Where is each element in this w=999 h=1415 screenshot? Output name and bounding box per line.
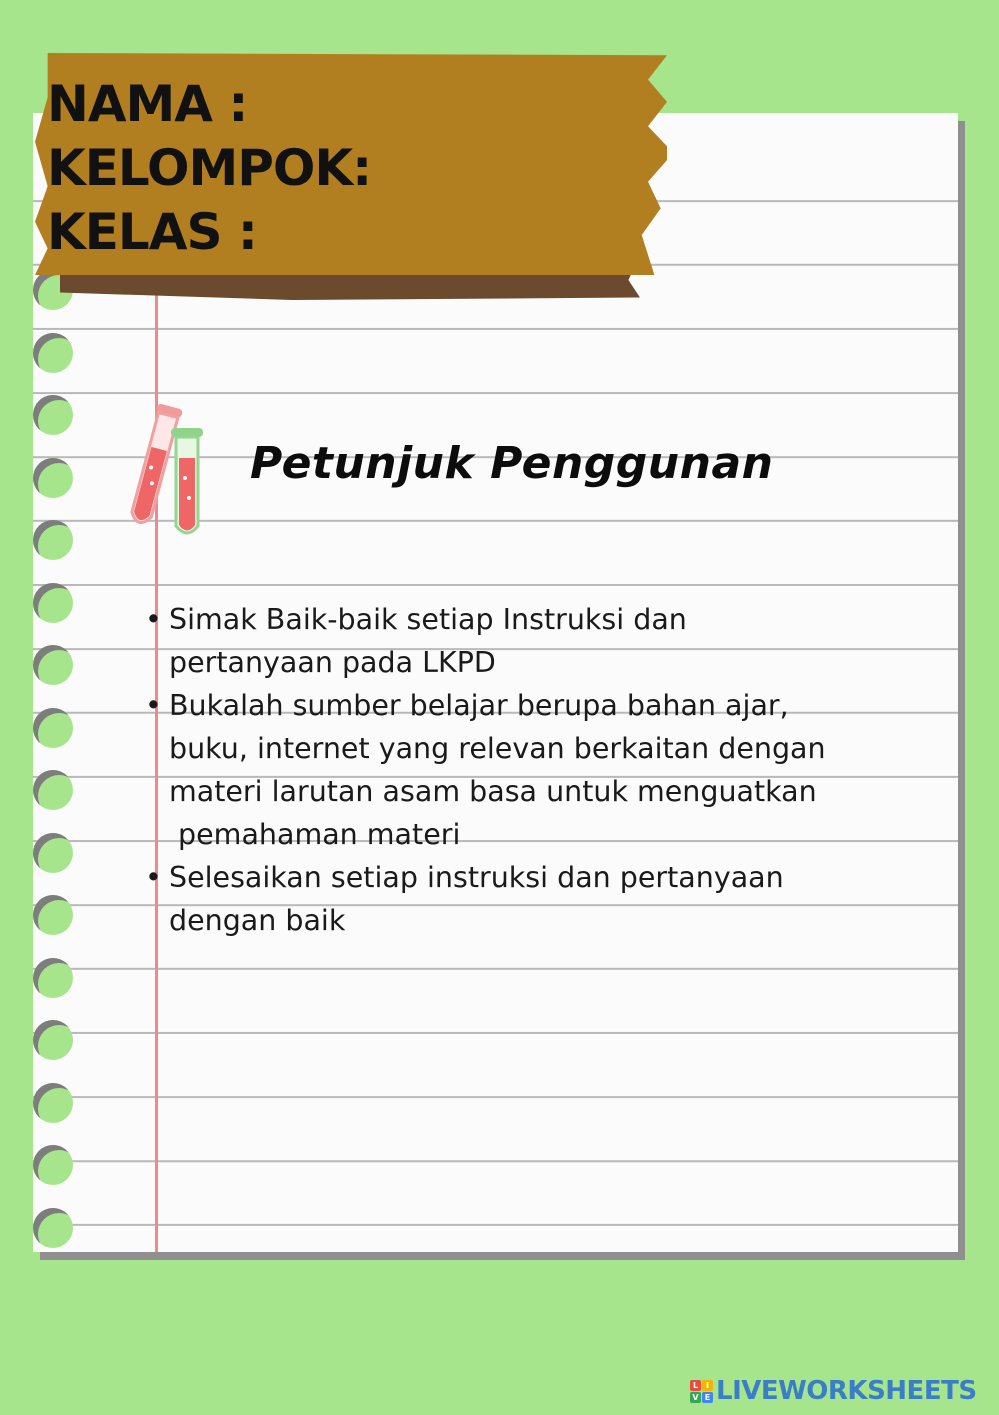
mark-letter: I — [702, 1380, 713, 1391]
page-heading: Petunjuk Penggunan — [250, 438, 774, 489]
list-item-line: pemahaman materi — [169, 818, 461, 851]
list-item — [145, 684, 945, 856]
binder-hole — [33, 1208, 73, 1248]
binder-hole — [33, 770, 73, 810]
list-item-line: • Bukalah sumber belajar berupa bahan ajar, — [169, 689, 789, 722]
liveworksheets-logo — [690, 1376, 977, 1406]
list-item — [145, 598, 945, 684]
class-label: KELAS : — [47, 203, 257, 261]
binder-hole — [33, 708, 73, 748]
binder-hole — [33, 645, 73, 685]
watermark-text: LIVEWORKSHEETS — [716, 1376, 977, 1406]
binder-hole — [33, 395, 73, 435]
binder-hole — [33, 1145, 73, 1185]
binder-hole — [33, 458, 73, 498]
liveworksheets-mark-icon — [690, 1380, 713, 1403]
list-item-line: • Simak Baik-baik setiap Instruksi dan — [169, 603, 687, 636]
binder-hole — [33, 1020, 73, 1060]
binder-hole — [33, 833, 73, 873]
binder-hole — [33, 583, 73, 623]
list-item-line: dengan baik — [169, 904, 346, 937]
mark-letter: E — [702, 1392, 713, 1403]
binder-hole — [33, 895, 73, 935]
binder-hole — [33, 958, 73, 998]
list-item-line: pertanyaan pada LKPD — [169, 646, 496, 679]
mark-letter: L — [690, 1380, 701, 1391]
test-tubes-icon — [115, 398, 215, 543]
list-item-line: • Selesaikan setiap instruksi dan pertanyaan — [169, 861, 784, 894]
name-label: NAMA : — [47, 75, 248, 133]
list-item — [145, 856, 945, 942]
list-item-line: buku, internet yang relevan berkaitan dengan — [169, 732, 826, 765]
mark-letter: V — [690, 1392, 701, 1403]
list-item-line: materi larutan asam basa untuk menguatkan — [169, 775, 817, 808]
instruction-list — [145, 598, 945, 942]
group-label: KELOMPOK: — [47, 139, 372, 197]
student-info-block — [47, 72, 371, 264]
binder-hole — [33, 333, 73, 373]
binder-hole — [33, 1083, 73, 1123]
binder-hole — [33, 520, 73, 560]
